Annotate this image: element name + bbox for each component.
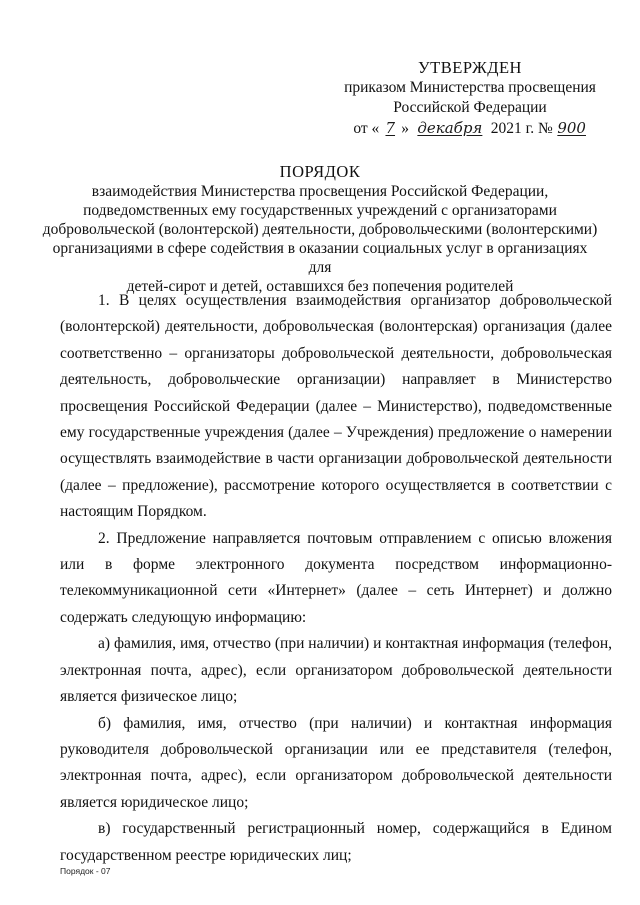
- paragraph-2b: б) фамилия, имя, отчество (при наличии) и контактная информация руководителя добровольческой организации или ее представителя (телефон, электронная почта, адрес), если организатором добровольческой деятельности является юридическое лицо;: [60, 714, 612, 811]
- date-month-handwritten: декабря: [417, 119, 483, 137]
- document-subtitle-line: добровольческой (волонтерской) деятельности, добровольческими (волонтерскими): [42, 221, 598, 238]
- date-year: 2021 г. №: [490, 120, 553, 137]
- document-subtitle-line: подведомственных ему государственных учреждений с организаторами: [83, 202, 557, 219]
- approval-line-1: приказом Министерства просвещения: [344, 79, 596, 96]
- document-subtitle-line: взаимодействия Министерства просвещения Российской Федерации,: [91, 183, 549, 200]
- document-heading: [40, 162, 600, 296]
- document-body: [60, 288, 612, 869]
- document-subtitle-line: организациями в сфере содействия в оказании социальных услуг в организациях для: [52, 240, 588, 276]
- approval-title: УТВЕРЖДЕН: [418, 58, 522, 77]
- order-number-handwritten: 900: [557, 119, 586, 137]
- approval-date-line: [340, 118, 600, 139]
- date-day-handwritten: 7: [385, 119, 396, 137]
- page-footer: Порядок - 07: [60, 866, 111, 876]
- paragraph-2: 2. Предложение направляется почтовым отправлением с описью вложения или в форме электронного документа посредством информационно-телекоммуникационной сети «Интернет» (далее – сеть Интернет) и должно содержать следующую информацию:: [60, 529, 612, 626]
- approval-line-2: Российской Федерации: [393, 99, 547, 116]
- paragraph-1: 1. В целях осуществления взаимодействия организатор добровольческой (волонтерской) деятельности, добровольческая (волонтерская) организация (далее соответственно – организаторы добровольческой деятельности, добровольческая деятельность, добровольческие организации) направляет в Министерство просвещения Российской Федерации (далее – Министерство), подведомственные ему государственные учреждения (далее – Учреждения) предложение о намерении осуществлять взаимодействие в части организации добровольческой деятельности (далее – предложение), рассмотрение которого осуществляется в соответствии с настоящим Порядком.: [60, 292, 612, 521]
- document-subtitle-line: детей-сирот и детей, оставшихся без попечения родителей: [126, 278, 514, 295]
- paragraph-2a: а) фамилия, имя, отчество (при наличии) и контактная информация (телефон, электронная почта, адрес), если организатором добровольческой деятельности является физическое лицо;: [60, 635, 612, 706]
- date-prefix: от «: [353, 120, 380, 137]
- approval-block: [340, 58, 600, 139]
- date-mid: »: [401, 120, 410, 137]
- document-title: ПОРЯДОК: [279, 162, 361, 181]
- paragraph-2v: в) государственный регистрационный номер, содержащийся в Едином государственном реестре юридических лиц;: [60, 820, 612, 864]
